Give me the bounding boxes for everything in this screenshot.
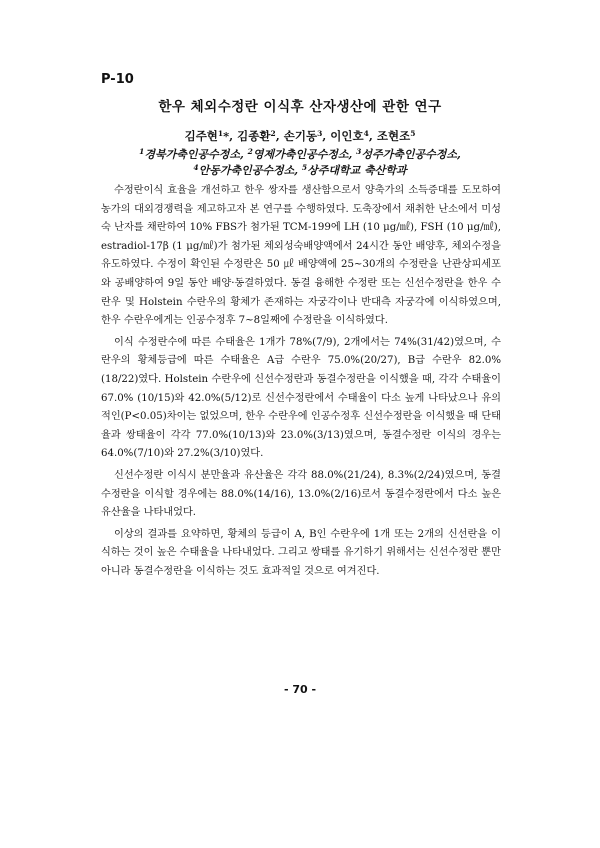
paragraph: 이상의 결과를 요약하면, 황체의 등급이 A, B인 수란우에 1개 또는 2개의 신선란을 이식하는 것이 높은 수태율을 나타내었다. 그리고 쌍태를 유기하기 위해서는 신선수정란 뿐만 아니라 동결수정란을 이식하는 것도 효과적일 것으로 여겨진다. <box>101 528 501 577</box>
paper-title: 한우 체외수정란 이식후 산자생산에 관한 연구 <box>158 99 442 115</box>
affiliation: $^3$성주가축인공수정소, <box>356 147 461 161</box>
author: 이인호$^4$, <box>330 129 377 143</box>
affiliations-line-2 <box>0 162 600 178</box>
affiliation: $^5$상주대학교 축산학과 <box>301 163 407 177</box>
author: 김종환$^2$, <box>237 129 284 143</box>
author: 조현조$^5$ <box>376 129 416 143</box>
author: 김주현$^1$*, <box>184 129 238 143</box>
affiliation: $^4$안동가축인공수정소, <box>193 163 302 177</box>
affiliation: $^1$경북가축인공수정소, <box>139 147 248 161</box>
affiliations-line-1 <box>0 146 600 162</box>
abstract-body <box>101 182 501 581</box>
paragraph: 이식 수정란수에 따른 수태율은 1개가 78%(7/9), 2개에서는 74%(31/42)였으며, 수란우의 황체등급에 따른 수태율은 A급 수란우 75.0%(20/27), B급 수란우 82.0%(18/22)였다. Holstein 수란우에 신선수정란과 동결수정란을 이식했을 때, 각각 수태율이 67.0% (10/15)와 42.0%(5/12)로 신선수정란에서 수태율이 다소 높게 나타났으나 유의적인(P<0.05)차이는 없었으며, 한우 수란우에 인공수정후 신선수정란을 이식했을 때 단태율과 쌍태율이 각각 77.0%(10/13)와 23.0%(3/13)였으며, 동결수정란 이식의 경우는 64.0%(7/10)와 27.2%(3/10)였다. <box>101 336 501 460</box>
page-number: - 70 - <box>283 683 317 696</box>
affiliation: $^2$영제가축인공수정소, <box>247 147 357 161</box>
paragraph: 신선수정란 이식시 분만율과 유산율은 각각 88.0%(21/24), 8.3%(2/24)였으며, 동결수정란을 이식할 경우에는 88.0%(14/16), 13.0%(2/16)로서 동결수정란에서 다소 높은 유산율을 나타내었다. <box>101 469 501 519</box>
author: 손기동$^3$, <box>283 129 331 143</box>
author-list <box>0 128 600 144</box>
paragraph: 수정란이식 효율을 개선하고 한우 쌍자를 생산함으로서 양축가의 소득증대를 도모하여 농가의 대외경쟁력을 제고하고자 본 연구를 수행하였다. 도축장에서 채취한 난소에서 미성숙 난자를 채란하여 10% FBS가 첨가된 TCM-199에 LH (10 μg/㎖), FSH (10 μg/㎖), estradiol-17β (1 μg/㎖)가 첨가된 체외성숙배양액에서 24시간 동안 배양후, 체외수정을 유도하였다. 수정이 확인된 수정란은 50 ㎕ 배양액에 25~30개의 수정란을 난관상피세포와 공배양하여 9일 동안 배양·동결하였다. 동결 융해한 수정란 또는 신선수정란을 한우 수란우 및 Holstein 수란우의 황체가 존재하는 자궁각이나 반대측 자궁각에 이식하였으며, 한우 수란우에게는 인공수정후 7~8일째에 수정란을 이식하였다. <box>101 185 501 327</box>
paper-id: P-10 <box>101 72 134 87</box>
